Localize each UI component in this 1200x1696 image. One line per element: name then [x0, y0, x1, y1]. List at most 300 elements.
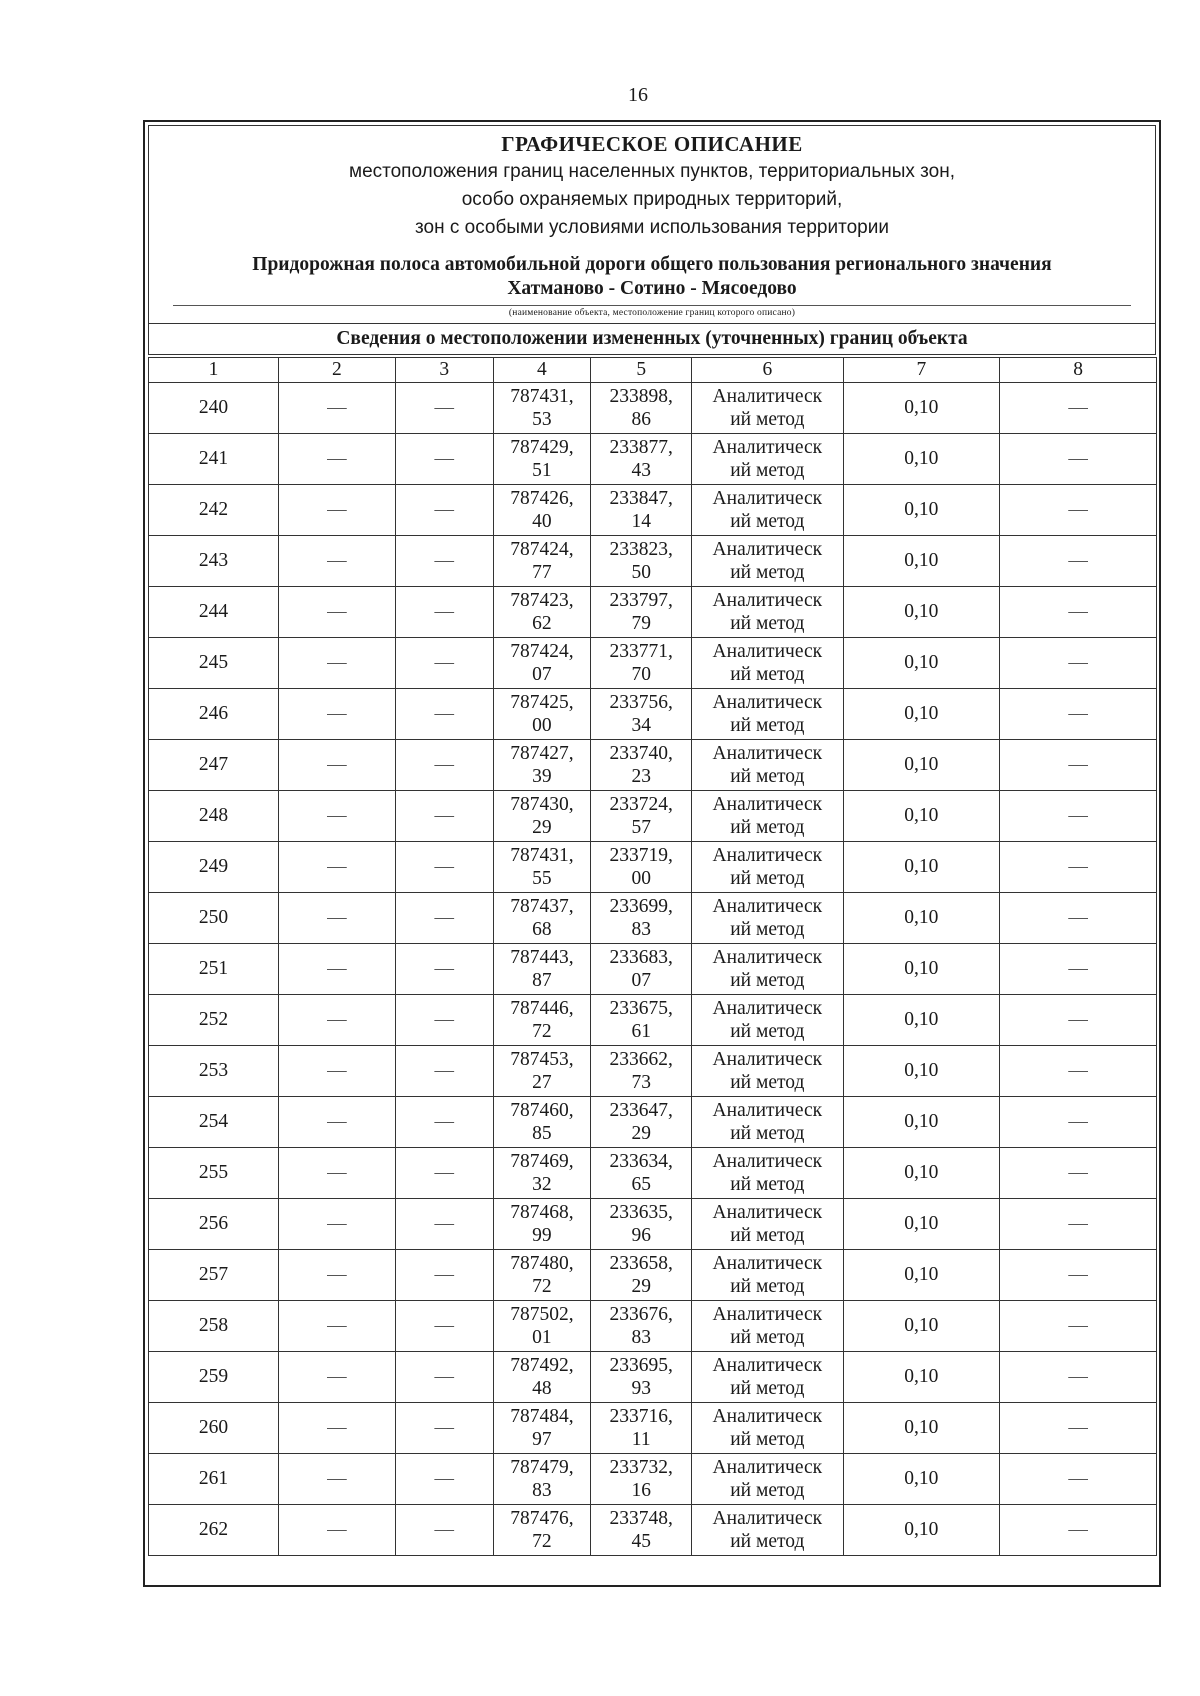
- coord-x: [493, 1505, 591, 1556]
- cell-col3: —: [395, 1505, 493, 1556]
- coord-x-dec: 72: [532, 1021, 552, 1042]
- method-line: ий метод: [730, 1276, 805, 1297]
- coord-y: [591, 1046, 692, 1097]
- method-line: Аналитическ: [712, 1253, 823, 1274]
- cell-col8: —: [1000, 434, 1157, 485]
- error-value: 0,10: [843, 1046, 1000, 1097]
- method-cell: [692, 485, 843, 536]
- coord-y: [591, 893, 692, 944]
- cell-col8: —: [1000, 587, 1157, 638]
- coord-y: [591, 1454, 692, 1505]
- coord-y-int: 233695,: [609, 1355, 673, 1376]
- cell-col2: —: [278, 842, 395, 893]
- cell-col2: —: [278, 638, 395, 689]
- coord-y-dec: 57: [631, 817, 651, 838]
- error-value: 0,10: [843, 791, 1000, 842]
- method-line: ий метод: [730, 1378, 805, 1399]
- point-number: 260: [149, 1403, 279, 1454]
- method-line: ий метод: [730, 1123, 805, 1144]
- cell-col2: —: [278, 1199, 395, 1250]
- method-cell: [692, 995, 843, 1046]
- coord-x-dec: 39: [532, 766, 552, 787]
- error-value: 0,10: [843, 1403, 1000, 1454]
- point-number: 257: [149, 1250, 279, 1301]
- coord-y: [591, 995, 692, 1046]
- coord-y-int: 233699,: [609, 896, 673, 917]
- point-number: 261: [149, 1454, 279, 1505]
- coord-x-dec: 72: [532, 1531, 552, 1552]
- error-value: 0,10: [843, 1148, 1000, 1199]
- coord-y-int: 233662,: [609, 1049, 673, 1070]
- method-line: Аналитическ: [712, 1355, 823, 1376]
- method-line: Аналитическ: [712, 692, 823, 713]
- coord-x-dec: 55: [532, 868, 552, 889]
- method-line: ий метод: [730, 1072, 805, 1093]
- table-row: [149, 791, 1157, 842]
- coord-x: [493, 995, 591, 1046]
- table-row: [149, 1046, 1157, 1097]
- coord-y: [591, 689, 692, 740]
- coord-x: [493, 1403, 591, 1454]
- coord-x-int: 787468,: [510, 1202, 574, 1223]
- coord-y-int: 233748,: [609, 1508, 673, 1529]
- method-line: Аналитическ: [712, 1151, 823, 1172]
- coord-y: [591, 536, 692, 587]
- coord-x-int: 787427,: [510, 743, 574, 764]
- coord-y-int: 233877,: [609, 437, 673, 458]
- table-row: [149, 944, 1157, 995]
- cell-col3: —: [395, 1199, 493, 1250]
- method-line: ий метод: [730, 868, 805, 889]
- object-name-line: Придорожная полоса автомобильной дороги общего пользования регионального значения: [252, 254, 1052, 275]
- coord-y-int: 233823,: [609, 539, 673, 560]
- method-line: ий метод: [730, 715, 805, 736]
- cell-col8: —: [1000, 1046, 1157, 1097]
- coord-x-int: 787431,: [510, 386, 574, 407]
- coord-y-dec: 16: [631, 1480, 651, 1501]
- error-value: 0,10: [843, 587, 1000, 638]
- error-value: 0,10: [843, 1301, 1000, 1352]
- method-line: ий метод: [730, 1429, 805, 1450]
- point-number: 248: [149, 791, 279, 842]
- method-cell: [692, 638, 843, 689]
- cell-col3: —: [395, 740, 493, 791]
- point-number: 254: [149, 1097, 279, 1148]
- object-underline: [173, 305, 1131, 306]
- method-line: Аналитическ: [712, 1049, 823, 1070]
- point-number: 241: [149, 434, 279, 485]
- cell-col3: —: [395, 536, 493, 587]
- point-number: 249: [149, 842, 279, 893]
- cell-col3: —: [395, 1097, 493, 1148]
- method-cell: [692, 1352, 843, 1403]
- coord-x: [493, 485, 591, 536]
- column-header: 7: [843, 358, 1000, 383]
- coord-y-dec: 73: [631, 1072, 651, 1093]
- point-number: 244: [149, 587, 279, 638]
- cell-col3: —: [395, 485, 493, 536]
- table-row: [149, 1148, 1157, 1199]
- point-number: 259: [149, 1352, 279, 1403]
- coord-x: [493, 740, 591, 791]
- error-value: 0,10: [843, 995, 1000, 1046]
- coord-y-dec: 00: [631, 868, 651, 889]
- column-header: 3: [395, 358, 493, 383]
- coord-y-dec: 86: [631, 409, 651, 430]
- table-row: [149, 1352, 1157, 1403]
- cell-col2: —: [278, 995, 395, 1046]
- coord-y-int: 233683,: [609, 947, 673, 968]
- cell-col3: —: [395, 944, 493, 995]
- coord-x: [493, 587, 591, 638]
- coord-x: [493, 791, 591, 842]
- error-value: 0,10: [843, 1250, 1000, 1301]
- method-cell: [692, 893, 843, 944]
- coord-y-dec: 93: [631, 1378, 651, 1399]
- cell-col2: —: [278, 893, 395, 944]
- method-line: Аналитическ: [712, 845, 823, 866]
- coord-x: [493, 1454, 591, 1505]
- coord-y-dec: 61: [631, 1021, 651, 1042]
- coord-x-dec: 97: [532, 1429, 552, 1450]
- method-line: ий метод: [730, 1327, 805, 1348]
- coord-x: [493, 638, 591, 689]
- coord-x-dec: 77: [532, 562, 552, 583]
- coord-x-dec: 32: [532, 1174, 552, 1195]
- coord-y: [591, 638, 692, 689]
- coord-y-dec: 79: [631, 613, 651, 634]
- method-line: ий метод: [730, 766, 805, 787]
- method-cell: [692, 791, 843, 842]
- method-cell: [692, 536, 843, 587]
- coord-x-dec: 62: [532, 613, 552, 634]
- coord-y-dec: 43: [631, 460, 651, 481]
- point-number: 247: [149, 740, 279, 791]
- coord-x-int: 787429,: [510, 437, 574, 458]
- point-number: 253: [149, 1046, 279, 1097]
- coord-y-int: 233676,: [609, 1304, 673, 1325]
- method-line: Аналитическ: [712, 1304, 823, 1325]
- cell-col8: —: [1000, 893, 1157, 944]
- point-number: 245: [149, 638, 279, 689]
- point-number: 252: [149, 995, 279, 1046]
- point-number: 243: [149, 536, 279, 587]
- method-cell: [692, 1199, 843, 1250]
- cell-col8: —: [1000, 1097, 1157, 1148]
- method-line: Аналитическ: [712, 1100, 823, 1121]
- table-row: [149, 1097, 1157, 1148]
- coord-y: [591, 842, 692, 893]
- coord-y: [591, 791, 692, 842]
- error-value: 0,10: [843, 485, 1000, 536]
- coord-y: [591, 740, 692, 791]
- coord-x: [493, 893, 591, 944]
- coord-y-dec: 65: [631, 1174, 651, 1195]
- method-line: Аналитическ: [712, 386, 823, 407]
- table-row: [149, 485, 1157, 536]
- cell-col8: —: [1000, 1505, 1157, 1556]
- coord-y-int: 233797,: [609, 590, 673, 611]
- coord-x-dec: 87: [532, 970, 552, 991]
- method-line: Аналитическ: [712, 998, 823, 1019]
- cell-col2: —: [278, 536, 395, 587]
- cell-col2: —: [278, 944, 395, 995]
- cell-col8: —: [1000, 1301, 1157, 1352]
- error-value: 0,10: [843, 893, 1000, 944]
- coord-x: [493, 1352, 591, 1403]
- cell-col3: —: [395, 1148, 493, 1199]
- document-frame: [143, 120, 1161, 1587]
- coord-y: [591, 434, 692, 485]
- coordinates-table: [148, 357, 1157, 1556]
- cell-col2: —: [278, 1046, 395, 1097]
- method-cell: [692, 1250, 843, 1301]
- method-cell: [692, 689, 843, 740]
- coord-x-dec: 29: [532, 817, 552, 838]
- method-line: ий метод: [730, 1021, 805, 1042]
- coord-x-int: 787484,: [510, 1406, 574, 1427]
- coord-y: [591, 944, 692, 995]
- error-value: 0,10: [843, 1505, 1000, 1556]
- method-line: ий метод: [730, 613, 805, 634]
- table-row: [149, 434, 1157, 485]
- coord-y-int: 233658,: [609, 1253, 673, 1274]
- column-header-row: [149, 358, 1157, 383]
- coord-y: [591, 1505, 692, 1556]
- table-row: [149, 1301, 1157, 1352]
- method-line: ий метод: [730, 409, 805, 430]
- coord-x-int: 787492,: [510, 1355, 574, 1376]
- method-line: ий метод: [730, 562, 805, 583]
- method-line: Аналитическ: [712, 1202, 823, 1223]
- coord-x-dec: 83: [532, 1480, 552, 1501]
- coord-x: [493, 842, 591, 893]
- cell-col8: —: [1000, 536, 1157, 587]
- cell-col3: —: [395, 1454, 493, 1505]
- method-cell: [692, 842, 843, 893]
- cell-col8: —: [1000, 638, 1157, 689]
- column-header: 2: [278, 358, 395, 383]
- coord-y-int: 233771,: [609, 641, 673, 662]
- error-value: 0,10: [843, 383, 1000, 434]
- table-row: [149, 689, 1157, 740]
- cell-col8: —: [1000, 383, 1157, 434]
- error-value: 0,10: [843, 1454, 1000, 1505]
- table-row: [149, 587, 1157, 638]
- cell-col2: —: [278, 1352, 395, 1403]
- coord-x-dec: 68: [532, 919, 552, 940]
- error-value: 0,10: [843, 1097, 1000, 1148]
- cell-col8: —: [1000, 1199, 1157, 1250]
- method-line: Аналитическ: [712, 947, 823, 968]
- coord-y: [591, 1148, 692, 1199]
- method-line: Аналитическ: [712, 1508, 823, 1529]
- table-row: [149, 995, 1157, 1046]
- cell-col8: —: [1000, 842, 1157, 893]
- method-line: ий метод: [730, 664, 805, 685]
- cell-col3: —: [395, 638, 493, 689]
- error-value: 0,10: [843, 944, 1000, 995]
- method-line: ий метод: [730, 1531, 805, 1552]
- page-number: 16: [628, 84, 648, 106]
- method-line: ий метод: [730, 919, 805, 940]
- method-line: Аналитическ: [712, 896, 823, 917]
- method-line: Аналитическ: [712, 641, 823, 662]
- cell-col3: —: [395, 587, 493, 638]
- coord-x: [493, 536, 591, 587]
- cell-col3: —: [395, 1352, 493, 1403]
- method-cell: [692, 1454, 843, 1505]
- coord-y-dec: 83: [631, 1327, 651, 1348]
- coord-y-dec: 83: [631, 919, 651, 940]
- coord-x: [493, 1046, 591, 1097]
- cell-col2: —: [278, 1301, 395, 1352]
- coord-x-dec: 01: [532, 1327, 552, 1348]
- coord-y-dec: 23: [631, 766, 651, 787]
- point-number: 262: [149, 1505, 279, 1556]
- coord-x-int: 787423,: [510, 590, 574, 611]
- cell-col8: —: [1000, 485, 1157, 536]
- coord-x: [493, 689, 591, 740]
- method-cell: [692, 434, 843, 485]
- cell-col3: —: [395, 1046, 493, 1097]
- coord-x-dec: 48: [532, 1378, 552, 1399]
- cell-col8: —: [1000, 740, 1157, 791]
- cell-col2: —: [278, 434, 395, 485]
- coord-y-int: 233740,: [609, 743, 673, 764]
- method-cell: [692, 1301, 843, 1352]
- coord-y-dec: 29: [631, 1276, 651, 1297]
- coord-y-dec: 70: [631, 664, 651, 685]
- subtitle-line: местоположения границ населенных пунктов, территориальных зон,: [349, 161, 955, 182]
- method-line: ий метод: [730, 1225, 805, 1246]
- method-line: Аналитическ: [712, 794, 823, 815]
- subtitle-line: особо охраняемых природных территорий,: [461, 189, 843, 210]
- table-row: [149, 1403, 1157, 1454]
- coord-x: [493, 434, 591, 485]
- coord-x-int: 787424,: [510, 641, 574, 662]
- error-value: 0,10: [843, 1352, 1000, 1403]
- cell-col3: —: [395, 1250, 493, 1301]
- cell-col2: —: [278, 587, 395, 638]
- cell-col3: —: [395, 689, 493, 740]
- coord-x-int: 787424,: [510, 539, 574, 560]
- cell-col8: —: [1000, 1454, 1157, 1505]
- cell-col2: —: [278, 1505, 395, 1556]
- cell-col2: —: [278, 1250, 395, 1301]
- object-name-line: Хатманово - Сотино - Мясоедово: [507, 278, 797, 299]
- coord-x-dec: 27: [532, 1072, 552, 1093]
- cell-col3: —: [395, 842, 493, 893]
- subtitle-line: зон с особыми условиями использования территории: [415, 217, 889, 238]
- coord-y: [591, 485, 692, 536]
- coord-y-dec: 96: [631, 1225, 651, 1246]
- table-row: [149, 893, 1157, 944]
- method-line: Аналитическ: [712, 590, 823, 611]
- column-header: 6: [692, 358, 843, 383]
- method-cell: [692, 383, 843, 434]
- coord-x-int: 787426,: [510, 488, 574, 509]
- point-number: 255: [149, 1148, 279, 1199]
- method-line: Аналитическ: [712, 539, 823, 560]
- cell-col3: —: [395, 1403, 493, 1454]
- error-value: 0,10: [843, 434, 1000, 485]
- coord-y-dec: 14: [631, 511, 651, 532]
- coord-y: [591, 587, 692, 638]
- table-row: [149, 740, 1157, 791]
- cell-col8: —: [1000, 995, 1157, 1046]
- coord-x-dec: 72: [532, 1276, 552, 1297]
- coord-x: [493, 1301, 591, 1352]
- method-line: Аналитическ: [712, 1406, 823, 1427]
- coord-x-int: 787476,: [510, 1508, 574, 1529]
- table-row: [149, 1454, 1157, 1505]
- cell-col8: —: [1000, 1148, 1157, 1199]
- method-cell: [692, 1148, 843, 1199]
- method-cell: [692, 740, 843, 791]
- coord-y: [591, 1250, 692, 1301]
- coord-x-dec: 99: [532, 1225, 552, 1246]
- coord-y-int: 233898,: [609, 386, 673, 407]
- method-line: ий метод: [730, 1480, 805, 1501]
- cell-col2: —: [278, 1454, 395, 1505]
- column-header: 5: [591, 358, 692, 383]
- coord-x: [493, 1148, 591, 1199]
- coord-y-int: 233719,: [609, 845, 673, 866]
- cell-col2: —: [278, 689, 395, 740]
- coord-x-int: 787446,: [510, 998, 574, 1019]
- cell-col2: —: [278, 383, 395, 434]
- coord-y-int: 233756,: [609, 692, 673, 713]
- coord-y: [591, 1199, 692, 1250]
- coord-y: [591, 1352, 692, 1403]
- coord-x-int: 787453,: [510, 1049, 574, 1070]
- error-value: 0,10: [843, 536, 1000, 587]
- coord-x-int: 787479,: [510, 1457, 574, 1478]
- cell-col2: —: [278, 1097, 395, 1148]
- error-value: 0,10: [843, 638, 1000, 689]
- table-row: [149, 1505, 1157, 1556]
- method-line: ий метод: [730, 970, 805, 991]
- table-row: [149, 383, 1157, 434]
- cell-col2: —: [278, 740, 395, 791]
- coord-x: [493, 383, 591, 434]
- method-line: Аналитическ: [712, 437, 823, 458]
- cell-col3: —: [395, 1301, 493, 1352]
- cell-col2: —: [278, 791, 395, 842]
- coord-x-dec: 40: [532, 511, 552, 532]
- cell-col8: —: [1000, 1250, 1157, 1301]
- object-name: [149, 253, 1155, 301]
- point-number: 256: [149, 1199, 279, 1250]
- method-cell: [692, 1505, 843, 1556]
- point-number: 251: [149, 944, 279, 995]
- cell-col3: —: [395, 383, 493, 434]
- coord-y: [591, 383, 692, 434]
- column-header: 4: [493, 358, 591, 383]
- point-number: 246: [149, 689, 279, 740]
- coord-x-int: 787502,: [510, 1304, 574, 1325]
- cell-col3: —: [395, 791, 493, 842]
- method-cell: [692, 587, 843, 638]
- coord-y-int: 233635,: [609, 1202, 673, 1223]
- cell-col8: —: [1000, 1403, 1157, 1454]
- coord-y-dec: 07: [631, 970, 651, 991]
- table-row: [149, 638, 1157, 689]
- coord-y-int: 233647,: [609, 1100, 673, 1121]
- cell-col2: —: [278, 485, 395, 536]
- coord-x-int: 787443,: [510, 947, 574, 968]
